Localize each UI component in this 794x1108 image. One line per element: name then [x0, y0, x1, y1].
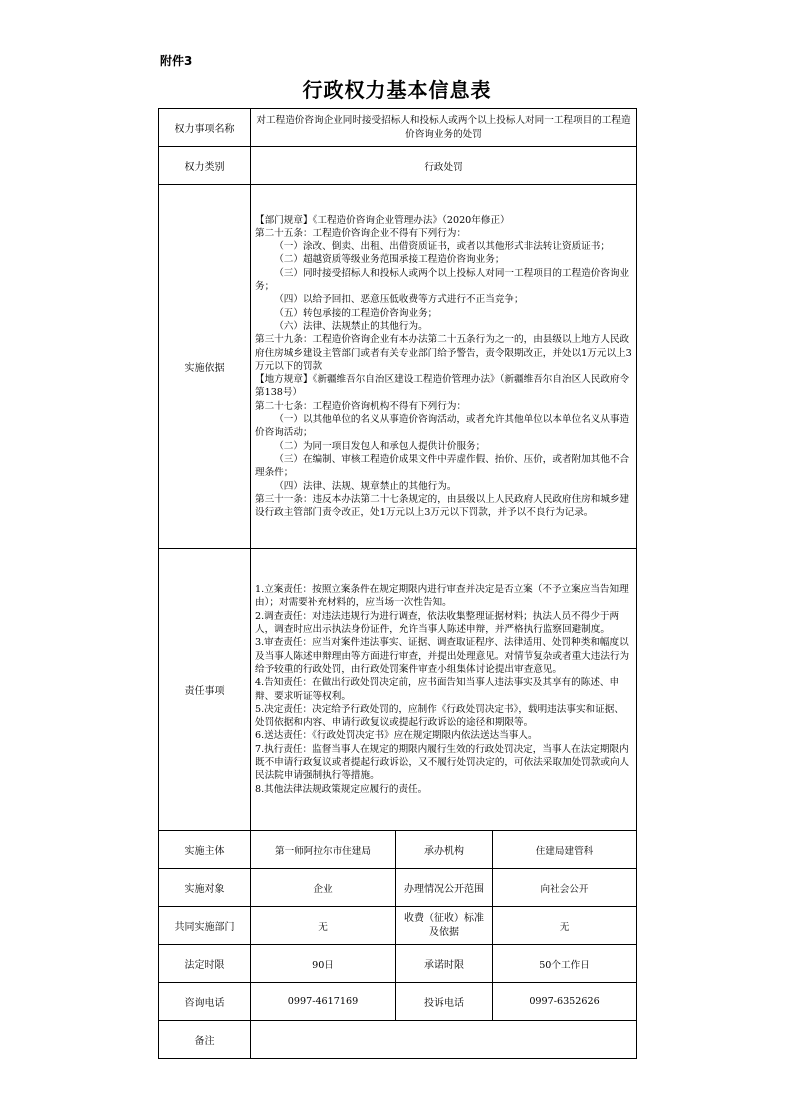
- value-legal-time: 90日: [251, 945, 396, 983]
- value-agency: 住建局建管科: [493, 831, 637, 869]
- label-fee: 收费（征收）标准及依据: [396, 907, 493, 945]
- label-duties: 责任事项: [159, 549, 251, 831]
- basis-line: 第三十一条：违反本办法第二十七条规定的，由县级以上人民政府人民政府住房和城乡建设行政主管部门责令改正，处1万元以上3万元以下罚款，并予以不良行为记录。: [255, 493, 630, 519]
- basis-line: 【地方规章】《新疆维吾尔自治区建设工程造价管理办法》（新疆维吾尔自治区人民政府令第138号）: [255, 374, 630, 399]
- basis-line: （四）以给予回扣、恶意压低收费等方式进行不正当竞争；: [274, 294, 524, 306]
- value-remark: [251, 1021, 637, 1059]
- value-subject: 第一师阿拉尔市住建局: [251, 831, 396, 869]
- label-target: 实施对象: [159, 869, 251, 907]
- basis-line: 第二十五条：工程造价咨询企业不得有下列行为：: [255, 227, 467, 239]
- duty-line: 8.其他法律法规政策规定应履行的责任。: [255, 783, 428, 795]
- duty-line: 5.决定责任：决定给予行政处罚的，应制作《行政处罚决定书》，载明违法事实和证据、处罚依据和内容、申请行政复议或提起行政诉讼的途径和期限等。: [255, 703, 624, 729]
- label-basis: 实施依据: [159, 185, 251, 549]
- value-promise-time: 50个工作日: [493, 945, 637, 983]
- label-consult-phone: 咨询电话: [159, 983, 251, 1021]
- attachment-label: 附件3: [160, 54, 193, 68]
- label-disclosure: 办理情况公开范围: [396, 869, 493, 907]
- label-complaint-phone: 投诉电话: [396, 983, 493, 1021]
- label-remark: 备注: [159, 1021, 251, 1059]
- label-legal-time: 法定时限: [159, 945, 251, 983]
- label-joint: 共同实施部门: [159, 907, 251, 945]
- row-subject: [159, 831, 637, 869]
- basis-line: （二）为同一项目发包人和承包人提供计价服务；: [274, 440, 486, 452]
- basis-line: （五）转包承接的工程造价咨询业务；: [274, 307, 438, 319]
- value-joint: 无: [251, 907, 396, 945]
- basis-line: 【部门规章】《工程造价咨询企业管理办法》（2020年修正）: [255, 214, 510, 226]
- row-time: [159, 945, 637, 983]
- row-remark: [159, 1021, 637, 1059]
- value-basis: [251, 185, 637, 549]
- value-disclosure: 向社会公开: [493, 869, 637, 907]
- basis-line: （三）在编制、审核工程造价成果文件中弄虚作假、抬价、压价，或者附加其他不合理条件；: [255, 453, 630, 479]
- duty-line: 4.告知责任：在做出行政处罚决定前，应书面告知当事人违法事实及其享有的陈述、申辩、要求听证等权利。: [255, 677, 620, 702]
- info-table: [158, 108, 637, 1059]
- value-duties: [251, 549, 637, 831]
- row-target: [159, 869, 637, 907]
- value-category: 行政处罚: [251, 147, 637, 185]
- row-name: [159, 109, 637, 147]
- row-category: [159, 147, 637, 185]
- label-category: 权力类别: [159, 147, 251, 185]
- label-subject: 实施主体: [159, 831, 251, 869]
- value-name: 对工程造价咨询企业同时接受招标人和投标人或两个以上投标人对同一工程项目的工程造价咨询业务的处罚: [251, 109, 637, 147]
- label-name: 权力事项名称: [159, 109, 251, 147]
- basis-line: （二）超越资质等级业务范围承接工程造价咨询业务；: [274, 254, 505, 266]
- basis-line: （一）涂改、倒卖、出租、出借资质证书，或者以其他形式非法转让资质证书；: [274, 241, 610, 253]
- value-fee: 无: [493, 907, 637, 945]
- duty-line: 2.调查责任：对违法违规行为进行调查，依法收集整理证据材料；执法人员不得少于两人，调查时应出示执法身份证件，允许当事人陈述申辩，并严格执行监察回避制度。: [255, 610, 620, 636]
- page-title: 行政权力基本信息表: [302, 78, 492, 102]
- duty-line: 7.执行责任：监督当事人在规定的期限内履行生效的行政处罚决定，当事人在法定期限内既不申请行政复议或者提起行政诉讼，又不履行处罚决定的，可依法采取加处罚款或向人民法院申请强制执行等措施。: [255, 743, 630, 782]
- basis-line: 第三十九条：工程造价咨询企业有本办法第二十五条行为之一的，由县级以上地方人民政府住房城乡建设主管部门或者有关专业部门给予警告，责令限期改正，并处以1万元以上3万元以下的罚款: [255, 334, 632, 372]
- basis-line: （三）同时接受招标人和投标人或两个以上投标人对同一工程项目的工程造价咨询业务；: [255, 267, 630, 293]
- label-promise-time: 承诺时限: [396, 945, 493, 983]
- row-basis: [159, 185, 637, 549]
- basis-line: 第二十七条：工程造价咨询机构不得有下列行为：: [255, 400, 467, 412]
- value-complaint-phone: 0997-6352626: [493, 983, 637, 1021]
- duty-line: 3.审查责任：应当对案件违法事实、证据、调查取证程序、法律适用、处罚种类和幅度以及当事人陈述申辩理由等方面进行审查，并提出处理意见。对情节复杂或者重大违法行为给予较重的行政处罚，由行政处罚案件审查小组集体讨论提出审查意见。: [255, 637, 630, 675]
- label-agency: 承办机构: [396, 831, 493, 869]
- basis-line: （一）以其他单位的名义从事造价咨询活动，或者允许其他单位以本单位名义从事造价咨询活动；: [255, 414, 630, 439]
- row-duties: [159, 549, 637, 831]
- value-consult-phone: 0997-4617169: [251, 983, 396, 1021]
- row-phone: [159, 983, 637, 1021]
- duty-line: 1.立案责任：按照立案条件在规定期限内进行审查并决定是否立案（不予立案应当告知理由）；对需要补充材料的，应当场一次性告知。: [255, 584, 629, 609]
- basis-line: （四）法律、法规、规章禁止的其他行为。: [274, 480, 457, 492]
- value-target: 企业: [251, 869, 396, 907]
- duty-line: 6.送达责任：《行政处罚决定书》应在规定期限内依法送达当事人。: [255, 730, 538, 742]
- basis-line: （六）法律、法规禁止的其他行为。: [274, 320, 428, 332]
- row-joint: [159, 907, 637, 945]
